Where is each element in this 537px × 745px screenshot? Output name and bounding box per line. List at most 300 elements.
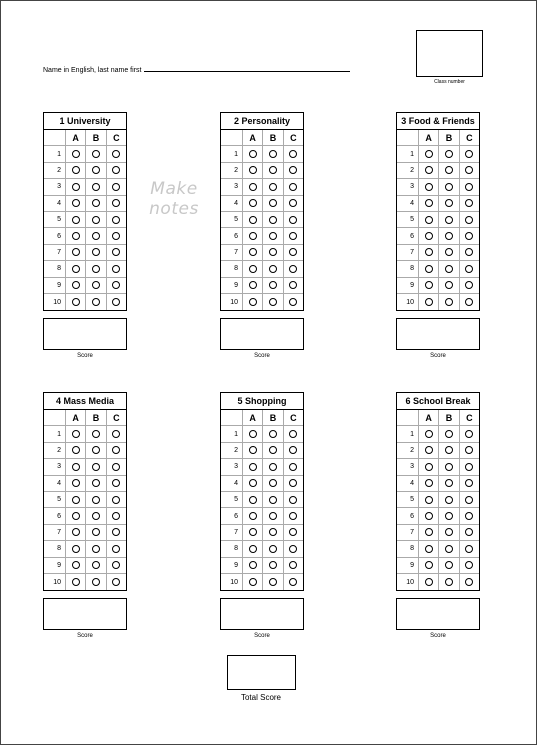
answer-bubble[interactable] <box>445 281 453 289</box>
question-number: 8 <box>44 541 66 556</box>
answer-bubble[interactable] <box>249 150 257 158</box>
answer-bubble[interactable] <box>465 446 473 454</box>
question-row <box>221 146 303 162</box>
answer-bubble[interactable] <box>289 298 297 306</box>
watermark-line-2: notes <box>149 199 199 219</box>
answer-bubble[interactable] <box>269 463 277 471</box>
answer-cell <box>419 163 439 178</box>
question-row <box>221 228 303 244</box>
answer-cell <box>460 443 479 458</box>
question-number: 7 <box>44 525 66 540</box>
name-prompt: Name in English, last name first <box>43 67 142 74</box>
answer-cell <box>284 146 303 161</box>
answer-bubble[interactable] <box>289 463 297 471</box>
answer-bubble[interactable] <box>92 561 100 569</box>
answer-bubble[interactable] <box>92 545 100 553</box>
answer-cell <box>419 476 439 491</box>
answer-bubble[interactable] <box>425 248 433 256</box>
answer-bubble[interactable] <box>249 479 257 487</box>
answer-bubble[interactable] <box>465 512 473 520</box>
question-row <box>221 476 303 492</box>
question-row <box>44 541 126 557</box>
answer-bubble[interactable] <box>425 430 433 438</box>
answer-cell <box>284 278 303 293</box>
answer-bubble[interactable] <box>249 166 257 174</box>
answer-bubble[interactable] <box>249 248 257 256</box>
answer-bubble[interactable] <box>269 298 277 306</box>
answer-cell <box>243 245 263 260</box>
question-row <box>221 294 303 310</box>
question-row <box>44 146 126 162</box>
question-number: 9 <box>221 278 243 293</box>
question-row <box>44 492 126 508</box>
answer-cell <box>263 426 283 441</box>
answer-bubble[interactable] <box>465 479 473 487</box>
answer-bubble[interactable] <box>269 528 277 536</box>
answer-cell <box>243 558 263 573</box>
answer-cell <box>439 228 459 243</box>
answer-bubble[interactable] <box>465 150 473 158</box>
answer-cell <box>419 179 439 194</box>
answer-bubble[interactable] <box>112 183 120 191</box>
answer-bubble[interactable] <box>465 183 473 191</box>
header-blank-cell <box>44 130 66 145</box>
answer-cell <box>460 459 479 474</box>
answer-bubble[interactable] <box>72 166 80 174</box>
answer-bubble[interactable] <box>465 248 473 256</box>
option-header: B <box>439 130 459 145</box>
option-header: C <box>290 412 297 423</box>
answer-bubble[interactable] <box>465 232 473 240</box>
answer-bubble[interactable] <box>269 512 277 520</box>
answer-bubble[interactable] <box>72 561 80 569</box>
answer-bubble[interactable] <box>92 578 100 586</box>
answer-bubble[interactable] <box>445 578 453 586</box>
answer-bubble[interactable] <box>465 281 473 289</box>
answer-bubble[interactable] <box>92 150 100 158</box>
name-field[interactable] <box>43 65 350 74</box>
question-number: 1 <box>44 146 66 161</box>
answer-bubble[interactable] <box>445 150 453 158</box>
answer-bubble[interactable] <box>445 166 453 174</box>
question-row <box>397 558 479 574</box>
answer-bubble[interactable] <box>289 528 297 536</box>
answer-bubble[interactable] <box>425 496 433 504</box>
answer-bubble[interactable] <box>92 528 100 536</box>
score-label: Score <box>77 633 93 640</box>
answer-bubble[interactable] <box>112 578 120 586</box>
answer-bubble[interactable] <box>465 430 473 438</box>
answer-bubble[interactable] <box>92 479 100 487</box>
score-box[interactable] <box>396 598 480 630</box>
score-box[interactable] <box>220 318 304 350</box>
answer-cell <box>419 459 439 474</box>
answer-bubble[interactable] <box>269 578 277 586</box>
answer-bubble[interactable] <box>269 496 277 504</box>
question-row <box>397 212 479 228</box>
answer-cell <box>66 426 86 441</box>
section-table <box>396 392 480 591</box>
answer-cell <box>66 492 86 507</box>
question-row <box>397 196 479 212</box>
answer-bubble[interactable] <box>112 545 120 553</box>
answer-bubble[interactable] <box>445 298 453 306</box>
answer-bubble[interactable] <box>249 281 257 289</box>
answer-bubble[interactable] <box>72 265 80 273</box>
answer-bubble[interactable] <box>249 528 257 536</box>
answer-bubble[interactable] <box>72 248 80 256</box>
answer-bubble[interactable] <box>72 545 80 553</box>
question-row <box>44 245 126 261</box>
answer-bubble[interactable] <box>249 578 257 586</box>
answer-cell <box>107 261 126 276</box>
answer-bubble[interactable] <box>249 232 257 240</box>
answer-bubble[interactable] <box>289 265 297 273</box>
answer-bubble[interactable] <box>92 281 100 289</box>
answer-bubble[interactable] <box>249 265 257 273</box>
answer-cell <box>284 163 303 178</box>
answer-bubble[interactable] <box>72 216 80 224</box>
answer-cell <box>284 426 303 441</box>
answer-bubble[interactable] <box>269 150 277 158</box>
answer-bubble[interactable] <box>289 496 297 504</box>
answer-bubble[interactable] <box>445 430 453 438</box>
answer-bubble[interactable] <box>249 199 257 207</box>
answer-bubble[interactable] <box>465 528 473 536</box>
answer-bubble[interactable] <box>425 528 433 536</box>
answer-bubble[interactable] <box>92 199 100 207</box>
answer-bubble[interactable] <box>289 479 297 487</box>
answer-bubble[interactable] <box>425 166 433 174</box>
answer-bubble[interactable] <box>249 216 257 224</box>
answer-cell <box>243 459 263 474</box>
answer-bubble[interactable] <box>289 561 297 569</box>
answer-cell <box>439 476 459 491</box>
answer-bubble[interactable] <box>72 446 80 454</box>
answer-cell <box>86 278 106 293</box>
answer-bubble[interactable] <box>445 463 453 471</box>
answer-cell <box>66 508 86 523</box>
answer-bubble[interactable] <box>269 281 277 289</box>
answer-bubble[interactable] <box>269 265 277 273</box>
answer-bubble[interactable] <box>425 561 433 569</box>
question-number: 6 <box>44 508 66 523</box>
answer-bubble[interactable] <box>249 463 257 471</box>
answer-bubble[interactable] <box>289 232 297 240</box>
question-row <box>397 278 479 294</box>
name-underline[interactable] <box>144 65 350 72</box>
watermark-line-1: Make <box>150 179 198 199</box>
answer-bubble[interactable] <box>425 578 433 586</box>
option-header: A <box>243 130 263 145</box>
option-header: B <box>263 130 283 145</box>
answer-bubble[interactable] <box>72 232 80 240</box>
answer-bubble[interactable] <box>269 166 277 174</box>
answer-bubble[interactable] <box>445 248 453 256</box>
answer-bubble[interactable] <box>92 463 100 471</box>
answer-cell <box>66 228 86 243</box>
total-score-box[interactable] <box>227 655 296 690</box>
answer-bubble[interactable] <box>92 298 100 306</box>
answer-bubble[interactable] <box>425 199 433 207</box>
answer-bubble[interactable] <box>72 512 80 520</box>
answer-cell <box>439 558 459 573</box>
answer-bubble[interactable] <box>425 150 433 158</box>
score-box[interactable] <box>220 598 304 630</box>
class-number-box[interactable] <box>416 30 483 77</box>
question-row <box>221 525 303 541</box>
answer-bubble[interactable] <box>249 446 257 454</box>
answer-bubble[interactable] <box>72 150 80 158</box>
section-title: 6 School Break <box>397 393 479 410</box>
answer-bubble[interactable] <box>445 479 453 487</box>
answer-bubble[interactable] <box>112 430 120 438</box>
answer-bubble[interactable] <box>112 216 120 224</box>
section-title: 1 University <box>44 113 126 130</box>
answer-bubble[interactable] <box>249 183 257 191</box>
answer-bubble[interactable] <box>445 199 453 207</box>
answer-bubble[interactable] <box>249 298 257 306</box>
answer-bubble[interactable] <box>289 446 297 454</box>
answer-bubble[interactable] <box>445 232 453 240</box>
question-row <box>221 261 303 277</box>
answer-bubble[interactable] <box>112 265 120 273</box>
answer-bubble[interactable] <box>445 496 453 504</box>
answer-bubble[interactable] <box>92 446 100 454</box>
answer-bubble[interactable] <box>425 183 433 191</box>
answer-cell <box>439 245 459 260</box>
answer-bubble[interactable] <box>465 265 473 273</box>
answer-bubble[interactable] <box>92 496 100 504</box>
answer-bubble[interactable] <box>445 446 453 454</box>
question-number: 9 <box>397 558 419 573</box>
section-table <box>396 112 480 311</box>
answer-bubble[interactable] <box>425 298 433 306</box>
answer-bubble[interactable] <box>465 561 473 569</box>
answer-bubble[interactable] <box>112 528 120 536</box>
answer-bubble[interactable] <box>465 463 473 471</box>
question-number: 6 <box>397 228 419 243</box>
answer-bubble[interactable] <box>72 528 80 536</box>
answer-bubble[interactable] <box>289 216 297 224</box>
option-header: B <box>439 410 459 425</box>
answer-bubble[interactable] <box>112 446 120 454</box>
answer-bubble[interactable] <box>425 446 433 454</box>
answer-bubble[interactable] <box>92 265 100 273</box>
answer-cell <box>263 163 283 178</box>
question-row <box>44 574 126 590</box>
answer-cell <box>460 294 479 310</box>
answer-bubble[interactable] <box>425 216 433 224</box>
answer-bubble[interactable] <box>92 430 100 438</box>
answer-bubble[interactable] <box>445 183 453 191</box>
answer-bubble[interactable] <box>269 199 277 207</box>
answer-bubble[interactable] <box>465 298 473 306</box>
question-row <box>221 163 303 179</box>
option-header-row <box>221 410 303 426</box>
answer-bubble[interactable] <box>92 216 100 224</box>
answer-bubble[interactable] <box>112 512 120 520</box>
answer-bubble[interactable] <box>425 545 433 553</box>
answer-cell <box>243 426 263 441</box>
answer-bubble[interactable] <box>112 248 120 256</box>
score-box[interactable] <box>43 598 127 630</box>
answer-bubble[interactable] <box>92 512 100 520</box>
question-row <box>397 459 479 475</box>
answer-bubble[interactable] <box>112 199 120 207</box>
answer-bubble[interactable] <box>112 496 120 504</box>
answer-bubble[interactable] <box>112 150 120 158</box>
answer-bubble[interactable] <box>425 265 433 273</box>
answer-bubble[interactable] <box>72 281 80 289</box>
answer-cell <box>460 146 479 161</box>
answer-bubble[interactable] <box>289 150 297 158</box>
answer-bubble[interactable] <box>269 232 277 240</box>
header-blank-cell <box>221 410 243 425</box>
answer-bubble[interactable] <box>72 578 80 586</box>
answer-bubble[interactable] <box>249 545 257 553</box>
answer-bubble[interactable] <box>289 512 297 520</box>
answer-cell <box>243 179 263 194</box>
question-row <box>221 179 303 195</box>
answer-cell <box>419 245 439 260</box>
answer-bubble[interactable] <box>445 545 453 553</box>
answer-cell <box>263 228 283 243</box>
answer-bubble[interactable] <box>465 545 473 553</box>
answer-bubble[interactable] <box>112 166 120 174</box>
answer-bubble[interactable] <box>72 430 80 438</box>
answer-cell <box>439 278 459 293</box>
answer-bubble[interactable] <box>445 528 453 536</box>
answer-bubble[interactable] <box>249 561 257 569</box>
answer-bubble[interactable] <box>92 248 100 256</box>
section-table <box>220 112 304 311</box>
answer-cell <box>284 212 303 227</box>
answer-cell <box>419 492 439 507</box>
answer-cell <box>263 278 283 293</box>
answer-cell <box>460 179 479 194</box>
answer-bubble[interactable] <box>72 199 80 207</box>
answer-bubble[interactable] <box>112 479 120 487</box>
question-number: 2 <box>221 163 243 178</box>
answer-bubble[interactable] <box>249 512 257 520</box>
question-row <box>44 558 126 574</box>
section-title: 4 Mass Media <box>44 393 126 410</box>
answer-bubble[interactable] <box>289 430 297 438</box>
answer-bubble[interactable] <box>289 248 297 256</box>
question-row <box>44 196 126 212</box>
question-number: 4 <box>221 476 243 491</box>
answer-bubble[interactable] <box>289 281 297 289</box>
answer-bubble[interactable] <box>92 183 100 191</box>
answer-bubble[interactable] <box>445 561 453 569</box>
option-header: A <box>419 410 439 425</box>
answer-bubble[interactable] <box>112 298 120 306</box>
answer-bubble[interactable] <box>112 463 120 471</box>
score-label: Score <box>430 353 446 360</box>
question-number: 7 <box>44 245 66 260</box>
answer-bubble[interactable] <box>72 183 80 191</box>
answer-bubble[interactable] <box>425 479 433 487</box>
answer-bubble[interactable] <box>425 512 433 520</box>
answer-bubble[interactable] <box>269 479 277 487</box>
answer-bubble[interactable] <box>92 166 100 174</box>
answer-bubble[interactable] <box>289 545 297 553</box>
answer-bubble[interactable] <box>112 281 120 289</box>
answer-bubble[interactable] <box>269 561 277 569</box>
answer-bubble[interactable] <box>269 545 277 553</box>
answer-bubble[interactable] <box>92 232 100 240</box>
answer-bubble[interactable] <box>445 216 453 224</box>
question-number: 6 <box>221 228 243 243</box>
option-header: A <box>66 130 86 145</box>
answer-bubble[interactable] <box>72 496 80 504</box>
question-number: 10 <box>44 294 66 310</box>
answer-bubble[interactable] <box>72 463 80 471</box>
answer-bubble[interactable] <box>112 561 120 569</box>
answer-bubble[interactable] <box>249 430 257 438</box>
answer-cell <box>86 443 106 458</box>
answer-cell <box>86 163 106 178</box>
answer-cell <box>107 541 126 556</box>
answer-bubble[interactable] <box>465 166 473 174</box>
answer-cell <box>460 574 479 590</box>
answer-cell <box>107 443 126 458</box>
answer-bubble[interactable] <box>445 512 453 520</box>
answer-bubble[interactable] <box>425 463 433 471</box>
answer-bubble[interactable] <box>425 281 433 289</box>
answer-bubble[interactable] <box>289 578 297 586</box>
answer-cell <box>460 541 479 556</box>
answer-bubble[interactable] <box>465 578 473 586</box>
question-row <box>44 294 126 310</box>
question-number: 6 <box>221 508 243 523</box>
question-number: 6 <box>44 228 66 243</box>
answer-bubble[interactable] <box>465 496 473 504</box>
answer-cell <box>419 541 439 556</box>
score-box[interactable] <box>43 318 127 350</box>
answer-bubble[interactable] <box>72 298 80 306</box>
answer-bubble[interactable] <box>445 265 453 273</box>
answer-bubble[interactable] <box>72 479 80 487</box>
answer-bubble[interactable] <box>289 183 297 191</box>
answer-cell <box>460 261 479 276</box>
answer-cell <box>86 558 106 573</box>
answer-bubble[interactable] <box>269 248 277 256</box>
answer-bubble[interactable] <box>112 232 120 240</box>
answer-bubble[interactable] <box>249 496 257 504</box>
question-number: 8 <box>221 541 243 556</box>
answer-cell <box>263 492 283 507</box>
answer-bubble[interactable] <box>269 183 277 191</box>
answer-bubble[interactable] <box>269 430 277 438</box>
option-header: C <box>113 412 120 423</box>
answer-bubble[interactable] <box>465 216 473 224</box>
answer-cell <box>460 163 479 178</box>
score-box[interactable] <box>396 318 480 350</box>
option-header: A <box>66 410 86 425</box>
answer-bubble[interactable] <box>269 446 277 454</box>
answer-bubble[interactable] <box>425 232 433 240</box>
answer-bubble[interactable] <box>289 166 297 174</box>
answer-bubble[interactable] <box>289 199 297 207</box>
answer-cell <box>263 196 283 211</box>
answer-cell <box>243 574 263 590</box>
answer-bubble[interactable] <box>465 199 473 207</box>
answer-cell <box>107 146 126 161</box>
option-header: A <box>243 410 263 425</box>
answer-bubble[interactable] <box>269 216 277 224</box>
